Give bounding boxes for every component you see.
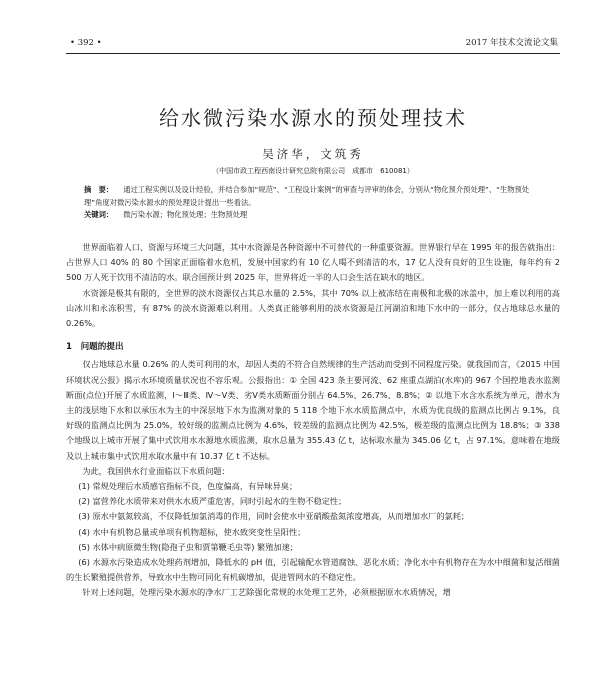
- abstract-label: 摘 要：: [84, 185, 114, 194]
- section-1-paragraph-2: 为此，我国供水行业面临以下水质问题：: [82, 465, 230, 476]
- section-1-paragraph-3: 针对上述问题，处理污染水源水的净水厂工艺除强化常规的水处理工艺外，必须根据原水水质情况，增: [82, 587, 451, 598]
- running-header: [70, 37, 558, 49]
- article-title: 给水微污染水源水的预处理技术: [159, 106, 467, 130]
- problem-item: (5) 水体中病原微生物(隐孢子虫和贾第鞭毛虫等) 繁殖加速；: [78, 541, 298, 552]
- problem-item: (2) 富营养化水质带来对供水水质严重危害，同时引起水的生物不稳定性；: [78, 496, 347, 507]
- article-body: [66, 240, 560, 601]
- keywords-label: 关键词：: [84, 210, 114, 219]
- abstract-block: [84, 184, 540, 222]
- header-rule: [66, 53, 560, 54]
- page-number: • 392 •: [70, 38, 102, 48]
- abstract-text: 通过工程实例以及设计经验，并结合参加“规范”、“工程设计案例”的审查与评审的体会，分别从“物化预介预处理”、“生物预处理”角度对微污染水源水的预处理设计提出一些看法。: [84, 185, 530, 207]
- problem-item: (1) 常规处理后水质感官指标不良，色度偏高，有异味异臭；: [78, 481, 298, 492]
- problem-item: (6) 水源水污染造成水处理药剂增加，降低水的 pH 值，引起输配水管道腐蚀、恶化水质；净化水中有机物存在为水中细菌和复活细菌的生长繁殖提供营养，导致水中生物可同化有机碳增加，促进管网水的不稳定性。: [66, 557, 560, 583]
- intro-paragraph-2: 水资源是极其有限的，全世界的淡水资源仅占其总水量的 2.5%，其中 70% 以上被冻结在南极和北极的冰盖中，加上难以利用的高山冰川和永冻积雪，有 87% 的淡水资源难以利用。人类真正能够利用的淡水资源是江河湖泊和地下水中的一部分，仅占地球总水量的 0.26%。: [66, 287, 560, 329]
- section-1-heading: 1 问题的提出: [66, 342, 124, 353]
- abstract-paragraph: [84, 184, 540, 209]
- problem-item: (3) 原水中氨氮较高，不仅降低加氯消毒的作用，同时会使水中亚硝酸盐氮浓度增高，从而增加水厂的氯耗；: [78, 511, 470, 522]
- journal-name: 2017 年技术交流论文集: [465, 38, 558, 48]
- problem-item: (4) 水中有机物总量或单项有机物超标，使水致突变性呈阳性；: [78, 526, 306, 537]
- intro-paragraph-1: 世界面临着人口、资源与环境三大问题，其中水资源是各种资源中不可替代的一种重要资源。世界银行早在 1995 年的报告就指出：占世界人口 40% 的 80 个国家正面临着水危机，发展中国家约有 10 亿人喝不到清洁的水，17 亿人没有良好的卫生设施，每年约有 2 500 万人死于饮用不清洁的水。联合国预计到 2025 年，世界将近一半的人口会生活在缺水的地区。: [66, 242, 560, 283]
- article-authors: 吴济华，文筑秀: [262, 147, 364, 161]
- section-1-paragraph-1: 仅占地球总水量 0.26% 的人类可利用的水，却因人类的不符合自然规律的生产活动而受到不同程度污染。就我国而言，《2015 中国环境状况公报》揭示水环境质量状况也不容乐观。公报指出：① 全国 423 条主要河流、62 座重点湖泊(水库)的 967 个国控地表水监测断面(点位)开展了水质监测，Ⅰ～Ⅲ类、Ⅳ～Ⅴ类、劣Ⅴ类水质断面分别占 64.5%、26.7%、8.8%；② 以地下水含水系统为单元，潜水为主的浅层地下水和以承压水为主的中深层地下水为监测对象的 5 118 个地下水水质监测点中，水质为优良级的监测点比例占 9.1%，良好级的监测点比例为 25.0%，较好级的监测点比例为 4.6%，较差级的监测点比例为 42.5%，极差级的监测点比例为 18.8%；③ 338 个地级以上城市开展了集中式饮用水水源地水质监测，取水总量为 355.43 亿 t，达标取水量为 345.06 亿 t，占 97.1%。意味着在地级及以上城市集中式饮用水取水量中有 10.37 亿 t 不达标。: [66, 359, 560, 461]
- author-affiliation: （中国市政工程西南设计研究总院有限公司 成都市 610081）: [212, 167, 414, 175]
- keywords-text: 微污染水源；物化预处理；生物预处理: [123, 210, 248, 219]
- keywords-paragraph: [84, 209, 540, 222]
